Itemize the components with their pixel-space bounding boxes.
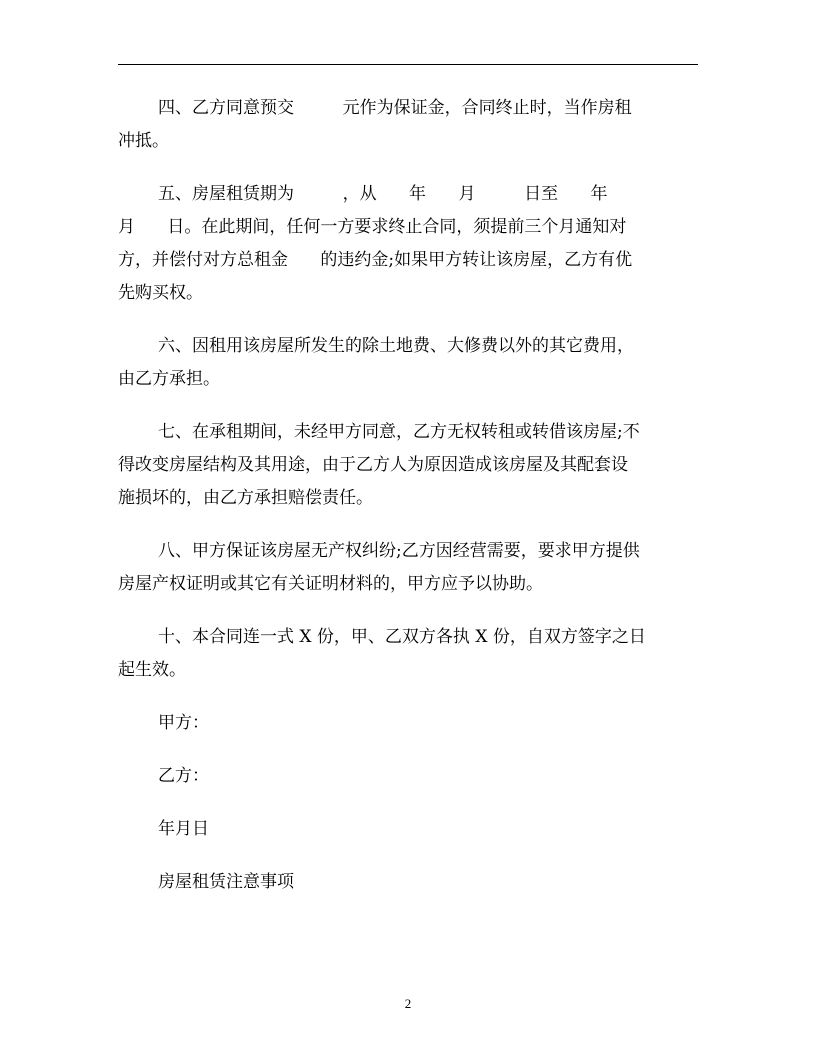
clause-line: 五、房屋租赁期为 ，从 年 月 日至 年 xyxy=(158,184,608,204)
document-body xyxy=(118,92,698,899)
clause-deposit xyxy=(118,92,698,158)
clause-line: 七、在承租期间，未经甲方同意，乙方无权转租或转借该房屋;不 xyxy=(158,422,640,442)
clause-line: 冲抵。 xyxy=(118,131,169,151)
clause-line: 起生效。 xyxy=(118,660,186,680)
clause-line: 四、乙方同意预交 元作为保证金，合同终止时，当作房租 xyxy=(158,98,632,118)
page-number: 2 xyxy=(404,996,412,1011)
clause-copies xyxy=(118,621,698,687)
signature-date: 年月日 xyxy=(158,819,209,839)
clause-line: 得改变房屋结构及其用途，由于乙方人为原因造成该房屋及其配套设 xyxy=(118,455,628,475)
clause-line: 六、因租用该房屋所发生的除土地费、大修费以外的其它费用， xyxy=(158,336,634,356)
clause-property-rights xyxy=(118,535,698,601)
clause-line: 房屋产权证明或其它有关证明材料的，甲方应予以协助。 xyxy=(118,574,543,594)
clause-line: 月 日。在此期间，任何一方要求终止合同，须提前三个月通知对 xyxy=(118,217,627,237)
party-a-signature: 甲方： xyxy=(158,713,209,733)
header-rule xyxy=(118,64,698,65)
clause-line: 由乙方承担。 xyxy=(118,369,220,389)
clause-line: 先购买权。 xyxy=(118,283,203,303)
section-heading: 房屋租赁注意事项 xyxy=(158,872,294,892)
clause-other-expenses xyxy=(118,330,698,396)
clause-sublease xyxy=(118,416,698,515)
clause-line: 施损坏的，由乙方承担赔偿责任。 xyxy=(118,488,373,508)
party-b-signature: 乙方： xyxy=(158,766,209,786)
clause-line: 十、本合同连一式 X 份，甲、乙双方各执 X 份，自双方签字之日 xyxy=(158,627,646,647)
clause-line: 八、甲方保证该房屋无产权纠纷;乙方因经营需要，要求甲方提供 xyxy=(158,541,640,561)
clause-lease-term xyxy=(118,178,698,310)
clause-line: 方，并偿付对方总租金 的违约金;如果甲方转让该房屋，乙方有优 xyxy=(118,250,633,270)
